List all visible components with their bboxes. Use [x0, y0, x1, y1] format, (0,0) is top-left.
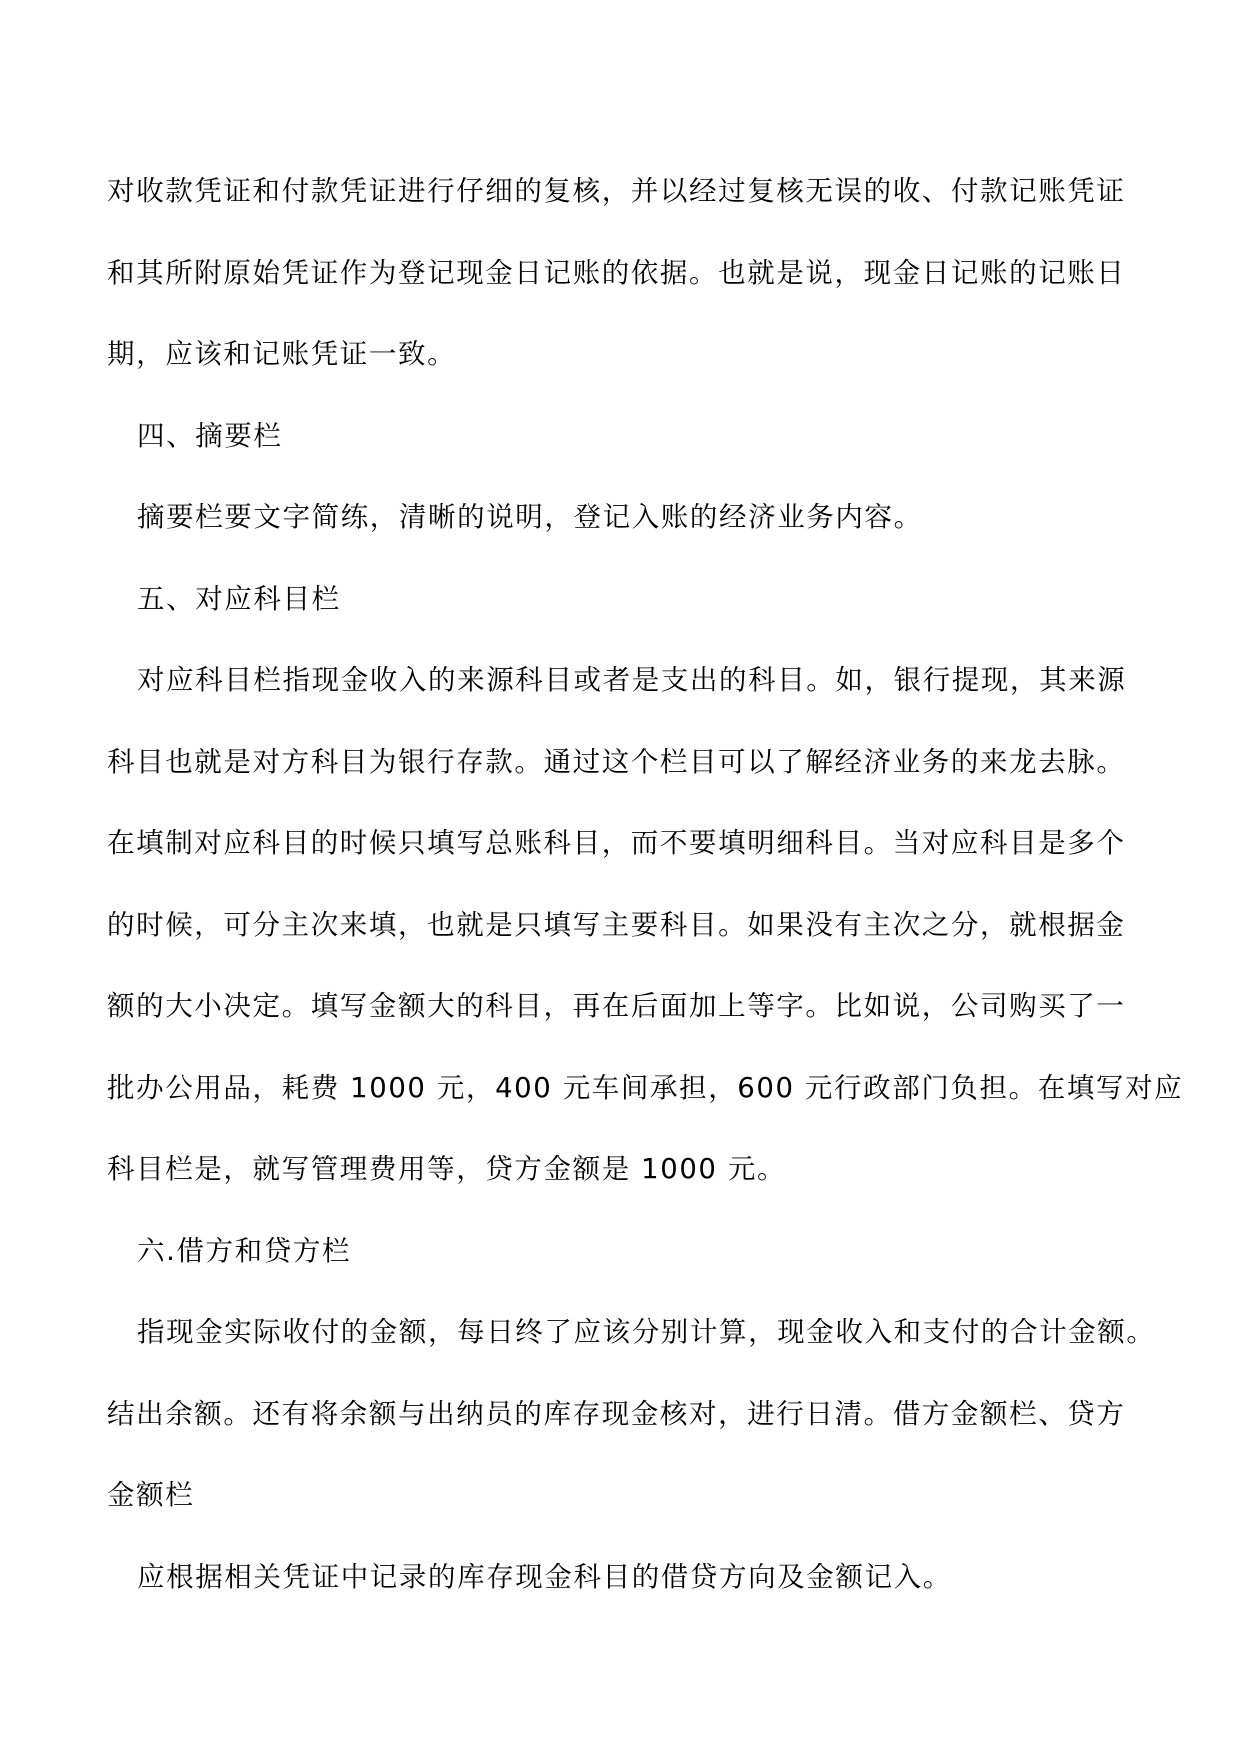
paragraph-line: 摘要栏要文字简练，清晰的说明，登记入账的经济业务内容。 — [137, 501, 923, 533]
paragraph-line: 批办公用品，耗费 1000 元，400 元车间承担，600 元行政部门负担。在填写对应 — [107, 1071, 1184, 1104]
body-text — [107, 160, 1184, 1627]
section-heading: 五、对应科目栏 — [137, 582, 341, 615]
paragraph-line: 对收款凭证和付款凭证进行仔细的复核，并以经过复核无误的收、付款记账凭证 — [107, 175, 1126, 207]
paragraph-line: 结出余额。还有将余额与出纳员的库存现金核对，进行日清。借方金额栏、贷方 — [107, 1397, 1126, 1430]
paragraph-line: 金额栏 — [107, 1479, 195, 1511]
paragraph-line: 额的大小决定。填写金额大的科目，再在后面加上等字。比如说，公司购买了一 — [107, 990, 1126, 1022]
paragraph-line: 对应科目栏指现金收入的来源科目或者是支出的科目。如，银行提现，其来源 — [137, 664, 1127, 696]
paragraph-line: 科目也就是对方科目为银行存款。通过这个栏目可以了解经济业务的来龙去脉。 — [107, 745, 1126, 778]
paragraph-line: 和其所附原始凭证作为登记现金日记账的依据。也就是说，现金日记账的记账日 — [107, 256, 1126, 289]
paragraph-line: 应根据相关凭证中记录的库存现金科目的借贷方向及金额记入。 — [137, 1560, 952, 1593]
paragraph-line: 科目栏是，就写管理费用等，贷方金额是 1000 元。 — [107, 1153, 787, 1185]
paragraph-line: 期，应该和记账凭证一致。 — [107, 338, 457, 370]
paragraph-line: 在填制对应科目的时候只填写总账科目，而不要填明细科目。当对应科目是多个 — [107, 827, 1126, 859]
section-heading: 四、摘要栏 — [137, 419, 283, 452]
paragraph-line: 指现金实际收付的金额，每日终了应该分别计算，现金收入和支付的合计金额。 — [137, 1316, 1156, 1348]
paragraph-line: 的时候，可分主次来填，也就是只填写主要科目。如果没有主次之分，就根据金 — [107, 908, 1126, 941]
section-heading: 六.借方和贷方栏 — [137, 1234, 352, 1267]
